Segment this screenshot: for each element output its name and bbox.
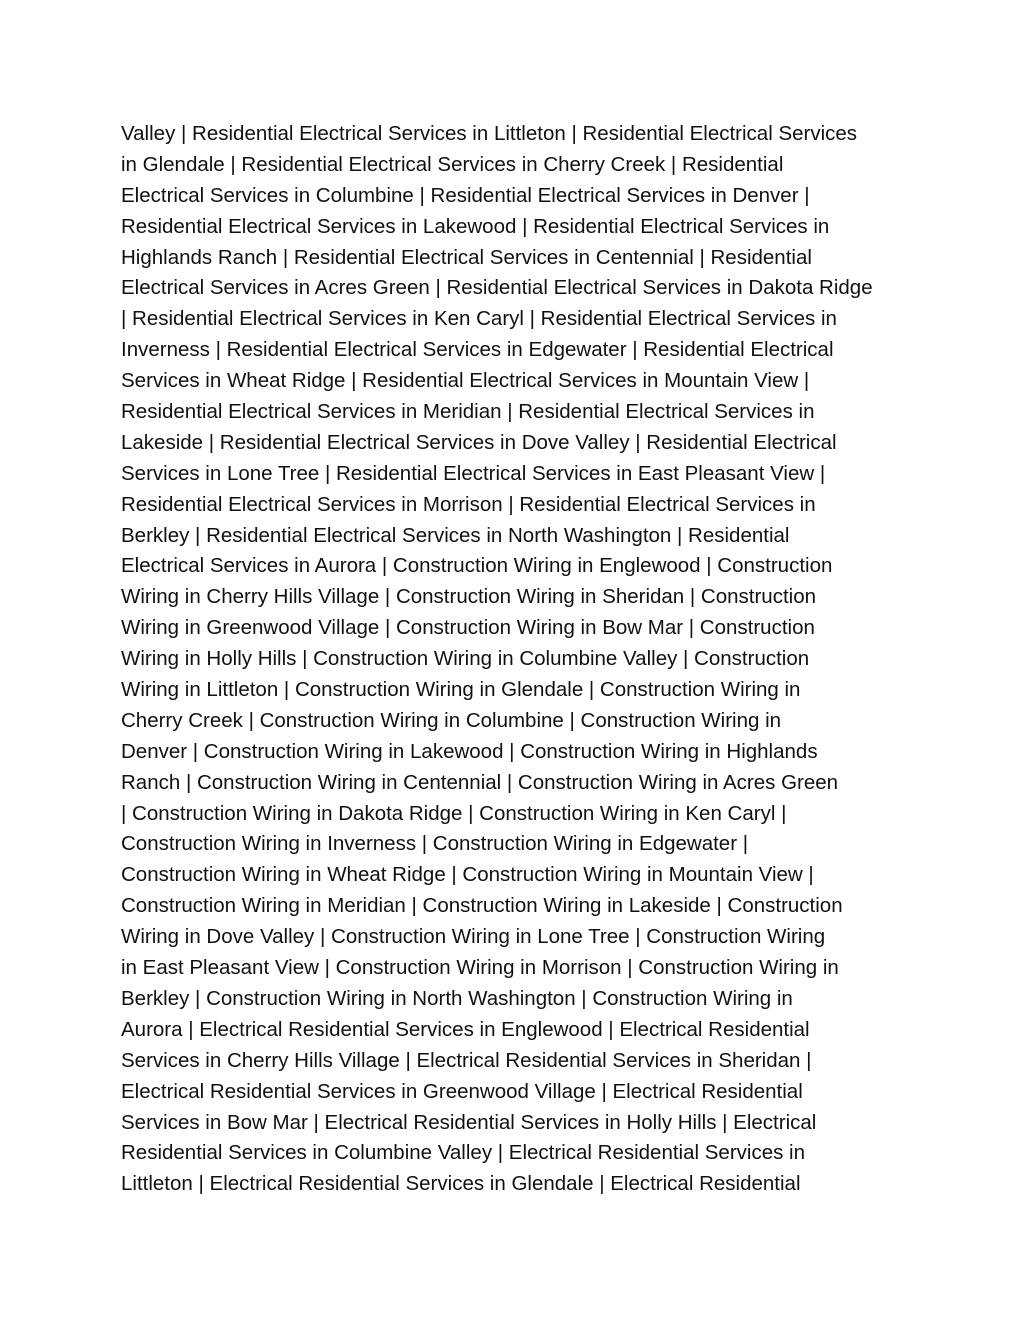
- text-line: Valley | Residential Electrical Services in Littleton | Residential Electrical Services: [121, 122, 858, 145]
- text-line: Cherry Creek | Construction Wiring in Columbine | Construction Wiring in: [121, 708, 782, 732]
- text-line: Construction Wiring in Meridian | Construction Wiring in Lakeside | Construction: [121, 894, 843, 918]
- text-line: Residential Services in Columbine Valley | Electrical Residential Services in: [121, 1141, 806, 1165]
- text-line: Services in Lone Tree | Residential Electrical Services in East Pleasant View |: [121, 461, 826, 485]
- text-line: | Construction Wiring in Dakota Ridge | Construction Wiring in Ken Caryl |: [121, 801, 787, 825]
- text-line: | Residential Electrical Services in Ken Caryl | Residential Electrical Services in: [121, 307, 837, 331]
- text-line: Electrical Residential Services in Greenwood Village | Electrical Residential: [121, 1079, 803, 1103]
- text-line: Services in Wheat Ridge | Residential Electrical Services in Mountain View |: [121, 369, 810, 393]
- text-line: Inverness | Residential Electrical Services in Edgewater | Residential Electrical: [121, 338, 834, 362]
- text-line: Highlands Ranch | Residential Electrical Services in Centennial | Residential: [121, 245, 812, 269]
- text-line: Wiring in Dove Valley | Construction Wiring in Lone Tree | Construction Wiring: [121, 925, 826, 949]
- text-line: Wiring in Holly Hills | Construction Wiring in Columbine Valley | Construction: [121, 647, 810, 671]
- text-line: Lakeside | Residential Electrical Services in Dove Valley | Residential Electrical: [121, 430, 837, 454]
- text-line: Services in Bow Mar | Electrical Residential Services in Holly Hills | Electrical: [121, 1110, 817, 1134]
- text-line: Wiring in Littleton | Construction Wiring in Glendale | Construction Wiring in: [121, 678, 801, 702]
- text-line: Berkley | Construction Wiring in North Washington | Construction Wiring in: [121, 986, 793, 1010]
- text-line: Wiring in Greenwood Village | Construction Wiring in Bow Mar | Construction: [121, 616, 815, 640]
- text-line: Services in Cherry Hills Village | Electrical Residential Services in Sheridan |: [121, 1048, 812, 1072]
- text-line: Electrical Services in Aurora | Construction Wiring in Englewood | Construction: [121, 554, 833, 578]
- text-line: Electrical Services in Acres Green | Residential Electrical Services in Dakota Ridge: [121, 276, 873, 300]
- body-text: [121, 119, 911, 1200]
- text-line: Wiring in Cherry Hills Village | Construction Wiring in Sheridan | Construction: [121, 585, 817, 609]
- text-line: Residential Electrical Services in Meridian | Residential Electrical Services in: [121, 400, 815, 424]
- text-line: Residential Electrical Services in Morrison | Residential Electrical Services in: [121, 492, 816, 516]
- text-line: in Glendale | Residential Electrical Services in Cherry Creek | Residential: [121, 152, 784, 176]
- text-line: Denver | Construction Wiring in Lakewood | Construction Wiring in Highlands: [121, 739, 818, 763]
- text-line: Littleton | Electrical Residential Services in Glendale | Electrical Residential: [121, 1172, 801, 1196]
- text-line: Electrical Services in Columbine | Residential Electrical Services in Denver |: [121, 183, 810, 207]
- text-line: Ranch | Construction Wiring in Centennial | Construction Wiring in Acres Green: [121, 770, 839, 794]
- text-line: Berkley | Residential Electrical Services in North Washington | Residential: [121, 523, 790, 547]
- text-line: Aurora | Electrical Residential Services in Englewood | Electrical Residential: [121, 1017, 810, 1041]
- text-line: Residential Electrical Services in Lakewood | Residential Electrical Services in: [121, 214, 830, 238]
- text-line: in East Pleasant View | Construction Wiring in Morrison | Construction Wiring in: [121, 956, 839, 980]
- text-line: Construction Wiring in Inverness | Construction Wiring in Edgewater |: [121, 832, 749, 856]
- text-line: Construction Wiring in Wheat Ridge | Construction Wiring in Mountain View |: [121, 863, 814, 887]
